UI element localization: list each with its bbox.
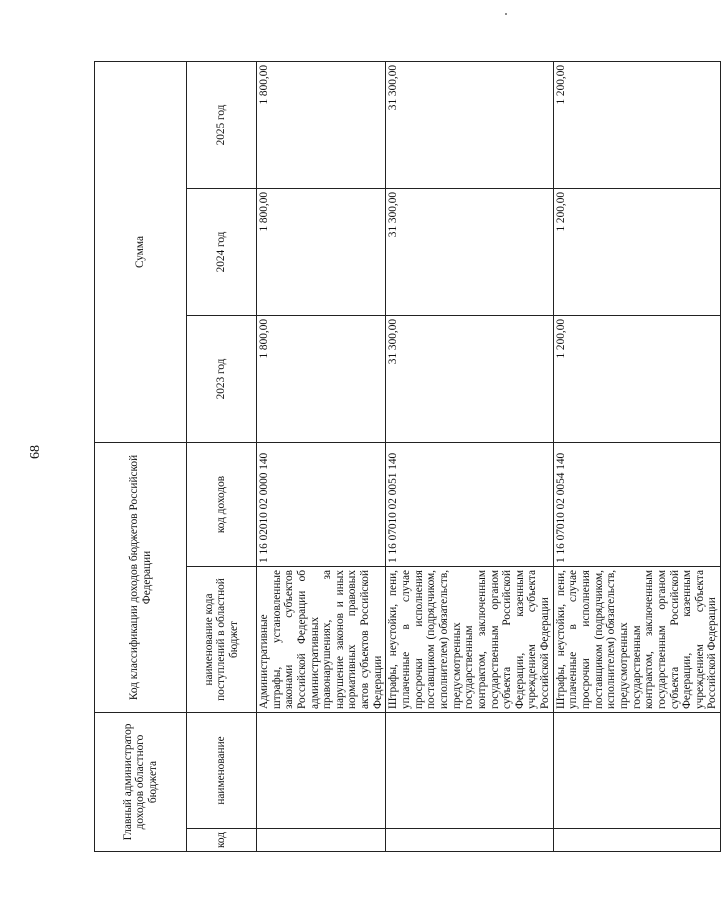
row-value-2024: 31 300,00 [386, 189, 553, 316]
row-value-2024: 1 800,00 [257, 189, 386, 316]
row-value-2025: 1 200,00 [553, 62, 720, 189]
col-year-2023-header: 2023 год [187, 316, 257, 443]
page-number: 68 [28, 445, 43, 459]
row-value-2023: 1 200,00 [553, 316, 720, 443]
row-value-2025: 1 800,00 [257, 62, 386, 189]
scan-speck [505, 13, 507, 15]
row-code-cell: 1 16 07010 02 0054 140 [553, 443, 720, 567]
row-description-cell: Административные штрафы, установленные законами субъектов Российской Федерации об административных правонарушениях, за нарушение законов и иных нормативных правовых актов субъектов Российской Федерации [257, 567, 386, 713]
row-description-cell: Штрафы, неустойки, пени, уплаченные в случае просрочки исполнения поставщиком (подрядчиком, исполнителем) обязательств, предусмотренных государственным контрактом, заключенным государственным органом субъекта Российской Федерации, казенным учреждением субъекта Российской Федерации [553, 567, 720, 713]
col-income-code-header: код доходов [187, 443, 257, 567]
col-year-2025-header: 2025 год [187, 62, 257, 189]
row-description-cell: Штрафы, неустойки, пени, уплаченные в случае просрочки исполнения поставщиком (подрядчиком, исполнителем) обязательств, предусмотренных государственным контрактом, заключенным государственным органом субъекта Российской Федерации, казенным учреждением субъекта Российской Федерации [386, 567, 553, 713]
table-row [386, 62, 553, 852]
row-kod-cell [257, 829, 386, 852]
header-row-bottom [187, 62, 257, 852]
row-admin-name-cell [257, 713, 386, 829]
header-row-top [95, 62, 187, 852]
table-row [553, 62, 720, 852]
row-kod-cell [386, 829, 553, 852]
col-income-name-header: наименование кода поступлений в областной бюджет [187, 567, 257, 713]
col-kod-header: код [187, 829, 257, 852]
row-code-cell: 1 16 07010 02 0051 140 [386, 443, 553, 567]
table-row [257, 62, 386, 852]
col-admin-name-header: наименование [187, 713, 257, 829]
row-code-cell: 1 16 02010 02 0000 140 [257, 443, 386, 567]
sum-group-header: Сумма [95, 62, 187, 443]
row-value-2024: 1 200,00 [553, 189, 720, 316]
row-value-2023: 31 300,00 [386, 316, 553, 443]
row-value-2023: 1 800,00 [257, 316, 386, 443]
row-value-2025: 31 300,00 [386, 62, 553, 189]
col-year-2024-header: 2024 год [187, 189, 257, 316]
row-admin-name-cell [386, 713, 553, 829]
admin-group-header: Главный администратор доходов областного бюджета [95, 713, 187, 852]
income-budget-table [94, 61, 721, 852]
row-kod-cell [553, 829, 720, 852]
rotated-table-wrapper [94, 62, 719, 852]
row-admin-name-cell [553, 713, 720, 829]
classification-group-header: Код классификации доходов бюджетов Российской Федерации [95, 443, 187, 713]
